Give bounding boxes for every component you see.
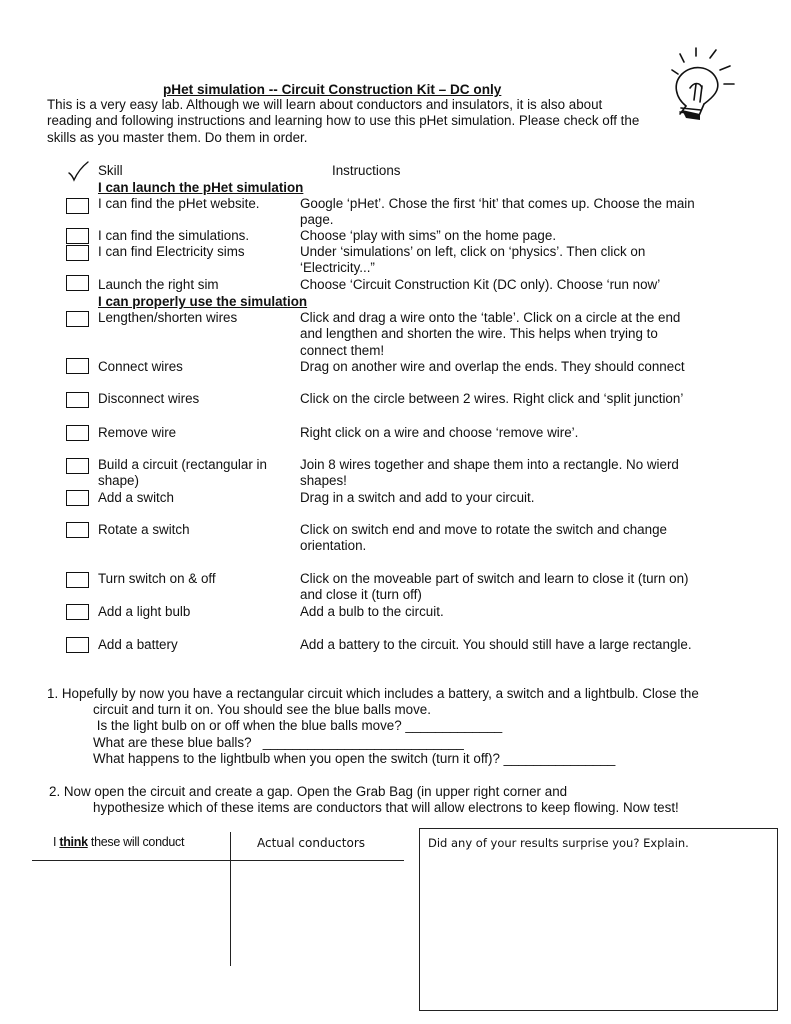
skill-instruction: Click on the circle between 2 wires. Right click and ‘split junction’ [300, 391, 684, 406]
skill-label: I can find the pHet website. [98, 196, 260, 211]
skill-checkbox[interactable] [66, 275, 89, 291]
skill-instruction: Add a bulb to the circuit. [300, 604, 444, 619]
skill-label: Disconnect wires [98, 391, 200, 406]
skill-checkbox[interactable] [66, 311, 89, 327]
skill-instruction: Join 8 wires together and shape them into a rectangle. No wierd shapes! [300, 457, 679, 489]
skill-instruction: Click and drag a wire onto the ‘table’. Click on a circle at the end and lengthen and shorten the wire. This helps when trying to connect them! [300, 310, 681, 358]
table-divider-vertical [230, 832, 231, 966]
table-divider-horizontal [32, 860, 404, 861]
skill-label: I can find Electricity sims [98, 244, 245, 259]
page-title: pHet simulation -- Circuit Construction Kit – DC only [163, 82, 502, 97]
skill-label: Build a circuit (rectangular in shape) [98, 457, 267, 489]
skill-label: Connect wires [98, 359, 183, 374]
skill-checkbox[interactable] [66, 522, 89, 538]
skill-checkbox[interactable] [66, 198, 89, 214]
skill-checkbox[interactable] [66, 572, 89, 588]
think-conduct-header: I think these will conduct [53, 835, 185, 849]
skill-checkbox[interactable] [66, 228, 89, 244]
surprise-prompt: Did any of your results surprise you? Explain. [428, 836, 689, 850]
skill-instruction: Choose ‘Circuit Construction Kit (DC only). Choose ‘run now’ [300, 277, 661, 292]
skill-instruction: Drag in a switch and add to your circuit. [300, 490, 535, 505]
skill-instruction: Right click on a wire and choose ‘remove wire’. [300, 425, 579, 440]
question-2-line: hypothesize which of these items are conductors that will allow electrons to keep flowing. Now test! [93, 800, 679, 815]
skill-instruction: Choose ‘play with sims” on the home page. [300, 228, 557, 243]
skill-instruction: Add a battery to the circuit. You should still have a large rectangle. [300, 637, 692, 652]
skill-checkbox[interactable] [66, 458, 89, 474]
checkmark-icon [66, 160, 90, 182]
actual-conductors-header: Actual conductors [257, 836, 366, 850]
question-1-line: What happens to the lightbulb when you open the switch (turn it off)? _______________ [93, 751, 616, 766]
question-1-line: 1. Hopefully by now you have a rectangular circuit which includes a battery, a switch and a lightbulb. Close the [47, 686, 699, 701]
skill-checkbox[interactable] [66, 637, 89, 653]
question-2-line: 2. Now open the circuit and create a gap. Open the Grab Bag (in upper right corner and [49, 784, 568, 799]
section-heading-launch: I can launch the pHet simulation [98, 180, 304, 195]
skill-instruction: Google ‘pHet’. Chose the first ‘hit’ that comes up. Choose the main page. [300, 196, 695, 228]
skill-checkbox[interactable] [66, 604, 89, 620]
skill-checkbox[interactable] [66, 245, 89, 261]
skill-checkbox[interactable] [66, 490, 89, 506]
skill-label: Lengthen/shorten wires [98, 310, 238, 325]
skill-instruction: Click on the moveable part of switch and learn to close it (turn on) and close it (turn off) [300, 571, 689, 603]
skill-label: Add a battery [98, 637, 178, 652]
think-emphasis: think [59, 835, 88, 849]
section-heading-use: I can properly use the simulation [98, 294, 308, 309]
skill-instruction: Drag on another wire and overlap the ends. They should connect [300, 359, 685, 374]
question-1-line: Is the light bulb on or off when the blue balls move? _____________ [93, 718, 503, 733]
question-1-line: What are these blue balls? ___________________________ [93, 735, 464, 750]
skill-label: I can find the simulations. [98, 228, 250, 243]
lightbulb-icon [660, 44, 740, 124]
skill-label: Add a light bulb [98, 604, 191, 619]
intro-paragraph: This is a very easy lab. Although we will learn about conductors and insulators, it is also about reading and following instructions and learning how to use this pHet simulation. Please check off the skills as you master them. Do them in order. [47, 97, 640, 145]
skill-checkbox[interactable] [66, 392, 89, 408]
skill-label: Rotate a switch [98, 522, 190, 537]
surprise-answer-box[interactable] [419, 828, 778, 1011]
skill-instruction: Click on switch end and move to rotate the switch and change orientation. [300, 522, 667, 554]
skill-checkbox[interactable] [66, 425, 89, 441]
skill-label: Remove wire [98, 425, 177, 440]
skill-label: Launch the right sim [98, 277, 219, 292]
skill-column-header: Skill [98, 163, 123, 178]
skill-checkbox[interactable] [66, 358, 89, 374]
instructions-column-header: Instructions [332, 163, 401, 178]
skill-label: Turn switch on & off [98, 571, 216, 586]
question-1-line: circuit and turn it on. You should see the blue balls move. [93, 702, 431, 717]
skill-label: Add a switch [98, 490, 174, 505]
skill-instruction: Under ‘simulations’ on left, click on ‘physics’. Then click on ‘Electricity...” [300, 244, 646, 276]
